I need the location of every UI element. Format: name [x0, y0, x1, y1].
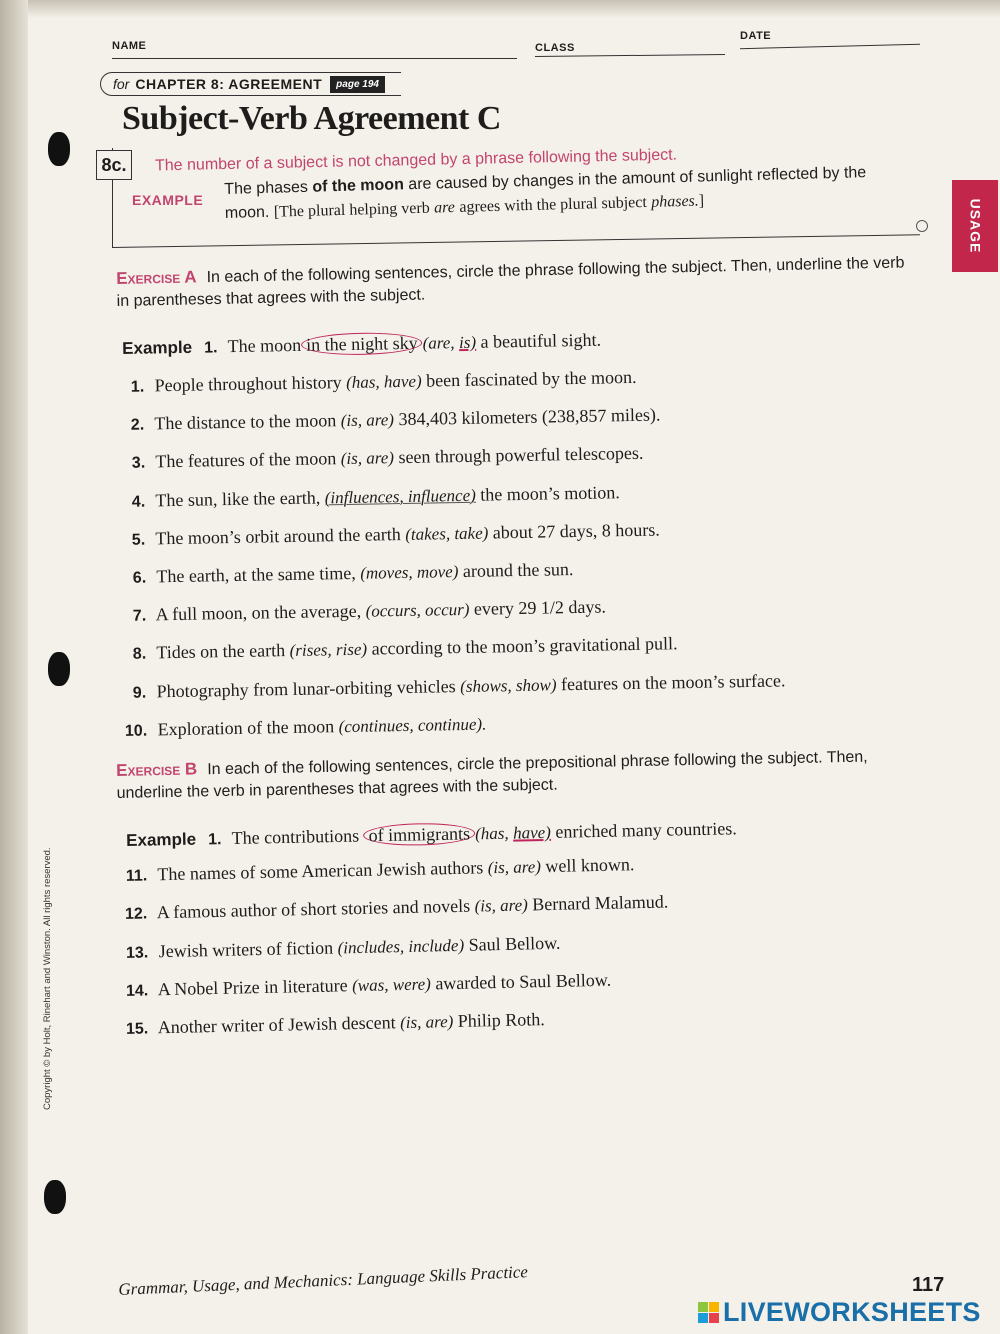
item-number: 1. — [207, 831, 222, 849]
exercise-item — [117, 443, 644, 473]
verb-choice[interactable]: (continues, continue). — [338, 714, 487, 736]
sentence-subject[interactable]: The distance to the moon — [154, 410, 337, 434]
sentence-rest: enriched many countries. — [555, 818, 737, 842]
item-number: 13. — [125, 944, 149, 962]
example-text-1: The phases — [224, 178, 309, 198]
name-line[interactable] — [112, 58, 517, 59]
exercise-a-instruction-text: In each of the following sentences, circle the phrase following the subject. Then, underline the verb in parentheses that agrees with the subject. — [116, 254, 905, 310]
sentence-rest: seen through powerful telescopes. — [397, 443, 644, 468]
binder-hole — [48, 652, 70, 686]
sentence-subject: The moon — [227, 334, 302, 357]
sentence-subject[interactable]: The sun, like the earth, — [155, 487, 321, 510]
name-label: NAME — [112, 40, 147, 52]
verb-choice[interactable]: (is, are) — [340, 410, 395, 431]
verb-choice[interactable]: (is, are) — [487, 857, 542, 878]
verb-choice-a[interactable]: (are, — [422, 333, 455, 353]
sentence-subject[interactable]: People throughout history — [154, 372, 342, 396]
exercise-item — [120, 970, 611, 1001]
verb-choice[interactable]: (includes, include) — [337, 935, 464, 958]
exercise-item — [118, 559, 574, 588]
sentence-rest: about 27 days, 8 hours. — [492, 519, 661, 543]
sentence-rest: 384,403 kilometers (238,857 miles). — [398, 404, 661, 430]
verb-choice[interactable]: (occurs, occur) — [365, 600, 470, 621]
usage-side-tab — [952, 180, 998, 272]
item-number: 1. — [130, 378, 145, 396]
exercise-a-example — [122, 330, 601, 359]
exercise-b-example — [126, 818, 737, 851]
sentence-rest: been fascinated by the moon. — [425, 366, 637, 391]
example-note-verb: are — [433, 198, 456, 217]
chapter-prefix: for — [113, 76, 130, 92]
exercise-b-instruction-text: In each of the following sentences, circle the prepositional phrase following the subject. Then, underline the verb in parentheses that agrees with the subject. — [116, 748, 868, 802]
binder-hole — [48, 132, 70, 166]
verb-choice[interactable]: (was, were) — [351, 974, 431, 996]
verb-choice[interactable]: (is, are) — [474, 895, 529, 916]
verb-choice-b-underlined[interactable]: have) — [512, 822, 552, 843]
sentence-subject[interactable]: Photography from lunar-orbiting vehicles — [156, 675, 457, 701]
example-word: Example — [126, 829, 197, 850]
page-top-shadow — [0, 0, 1000, 18]
item-number: 9. — [133, 684, 147, 702]
example-note-1: [The plural helping verb — [273, 199, 430, 221]
sentence-rest: according to the moon’s gravitational pull. — [371, 633, 678, 659]
verb-choice[interactable]: (moves, move) — [359, 562, 459, 583]
exercise-item — [119, 892, 668, 924]
circled-phrase[interactable]: of immigrants — [363, 822, 475, 846]
sentence-rest: features on the moon’s surface. — [561, 669, 786, 694]
item-number: 1. — [203, 339, 218, 357]
sentence-rest: Bernard Malamud. — [532, 891, 669, 915]
sentence-rest: Saul Bellow. — [468, 932, 561, 955]
example-word: Example — [122, 337, 193, 358]
sentence-rest: every 29 1/2 days. — [473, 596, 606, 619]
verb-choice[interactable]: (is, are) — [400, 1012, 454, 1033]
item-number: 5. — [131, 531, 146, 549]
verb-choice[interactable]: (takes, take) — [405, 523, 489, 544]
item-number: 8. — [132, 645, 147, 664]
sentence-subject[interactable]: A famous author of short stories and novels — [156, 895, 471, 923]
sentence-subject[interactable]: The earth, at the same time, — [155, 562, 356, 587]
exercise-item — [116, 405, 661, 435]
class-line[interactable] — [535, 54, 725, 57]
verb-choice[interactable]: (influences, influence) — [324, 485, 476, 507]
rule-text: The number of a subject is not changed by a phrase following the subject. — [154, 146, 678, 175]
sentence-rest: well known. — [545, 854, 635, 877]
date-line[interactable] — [740, 44, 920, 49]
item-number: 15. — [125, 1020, 149, 1039]
class-label: CLASS — [535, 42, 575, 54]
example-note-subject: phases. — [651, 192, 700, 211]
page-number: 117 — [912, 1274, 945, 1296]
sentence-rest: around the sun. — [462, 559, 574, 581]
exercise-a-instructions — [116, 251, 907, 313]
exercise-item — [120, 1009, 545, 1039]
exercise-item — [118, 597, 606, 627]
verb-choice[interactable]: (has, have) — [345, 371, 422, 392]
example-bold: of the moon — [312, 176, 405, 196]
sentence-subject[interactable]: A Nobel Prize in literature — [157, 975, 348, 1000]
binder-hole — [44, 1180, 66, 1214]
item-number: 10. — [124, 722, 148, 740]
sentence-subject[interactable]: Tides on the earth — [156, 640, 286, 663]
rule-number: 8c. — [96, 150, 132, 180]
circled-phrase[interactable]: in the night sky — [301, 332, 423, 356]
rule-bracket-bottom — [112, 234, 920, 248]
chapter-label: CHAPTER 8: AGREEMENT — [135, 76, 323, 92]
watermark-text: LIVEWORKSHEETS — [723, 1297, 981, 1327]
copyright-notice: Copyright © by Holt, Rinehart and Winston. All rights reserved. — [42, 847, 53, 1110]
verb-choice[interactable]: (is, are) — [340, 448, 394, 469]
exercise-item — [118, 634, 678, 665]
sentence-subject[interactable]: Jewish writers of fiction — [158, 937, 333, 961]
sentence-subject[interactable]: Exploration of the moon — [157, 716, 334, 740]
exercise-b-instructions — [116, 745, 907, 805]
date-label: DATE — [740, 30, 772, 42]
exercise-item — [119, 854, 635, 886]
chapter-page-ref: page 194 — [330, 76, 385, 93]
usage-tab-label: USAGE — [967, 198, 984, 254]
example-note-2: agrees with the plural subject — [459, 193, 648, 216]
bracket-knob — [916, 220, 928, 232]
sentence-subject: The contributions — [231, 825, 360, 848]
exercise-item — [119, 713, 487, 740]
sentence-rest: the moon’s motion. — [480, 481, 620, 505]
example-text-2: are caused by changes in the amount of sunlight reflected by the moon. — [224, 164, 867, 222]
sentence-rest: awarded to Saul Bellow. — [434, 969, 612, 994]
sentence-subject[interactable]: The moon’s orbit around the earth — [155, 523, 402, 549]
exercise-a-heading: Exercise A — [116, 267, 197, 288]
sentence-subject[interactable]: The names of some American Jewish authors — [157, 857, 484, 885]
exercise-item — [117, 482, 620, 512]
example-note-end: ] — [698, 192, 705, 210]
verb-choice-b-underlined[interactable]: is) — [458, 332, 477, 353]
verb-choice[interactable]: (shows, show) — [460, 674, 558, 696]
sentence-subject[interactable]: Another writer of Jewish descent — [157, 1012, 396, 1038]
verb-choice[interactable]: (rises, rise) — [289, 640, 368, 661]
sentence-subject[interactable]: The features of the moon — [154, 448, 337, 472]
page-title: Subject-Verb Agreement C — [122, 100, 501, 137]
item-number: 4. — [131, 493, 146, 511]
item-number: 3. — [131, 454, 145, 473]
sentence-rest: a beautiful sight. — [480, 329, 602, 352]
watermark-icon — [698, 1302, 719, 1323]
item-number: 6. — [132, 569, 146, 587]
watermark-logo — [698, 1297, 981, 1328]
item-number: 11. — [125, 867, 148, 885]
exercise-item — [120, 932, 561, 962]
sentence-rest: Philip Roth. — [457, 1009, 546, 1032]
verb-choice-a[interactable]: (has, — [474, 823, 509, 844]
item-number: 2. — [131, 416, 145, 434]
exercise-b-heading: Exercise B — [116, 759, 198, 780]
exercise-item — [118, 670, 786, 703]
exercise-item — [116, 367, 637, 397]
exercise-item — [117, 519, 660, 549]
example-label: EXAMPLE — [132, 192, 204, 208]
sentence-subject[interactable]: A full moon, on the average, — [155, 600, 362, 625]
item-number: 12. — [125, 905, 148, 924]
page-left-edge — [0, 0, 28, 1334]
item-number: 14. — [125, 982, 149, 1000]
item-number: 7. — [132, 607, 147, 625]
chapter-tag — [100, 72, 401, 96]
footer-book-title: Grammar, Usage, and Mechanics: Language Skills Practice — [118, 1262, 529, 1299]
